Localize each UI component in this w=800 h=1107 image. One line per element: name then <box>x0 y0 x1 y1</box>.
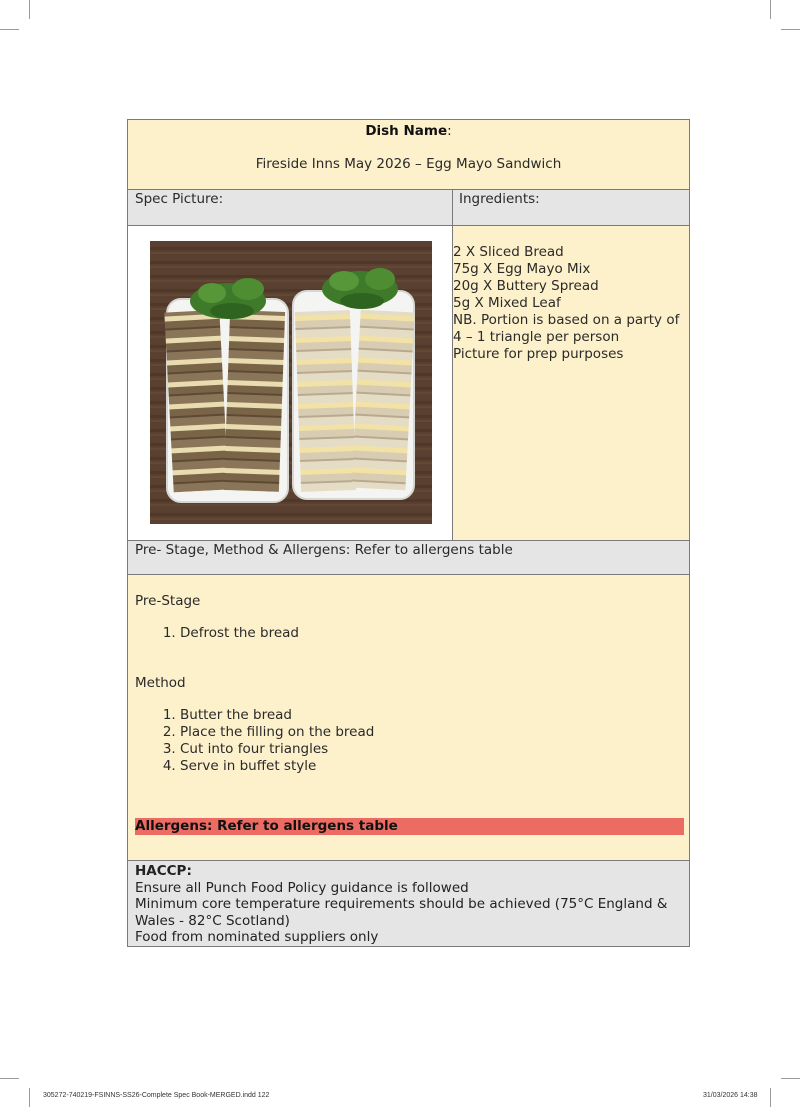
prestage-list <box>135 625 689 642</box>
method-title: Method <box>135 675 186 691</box>
footer-file-info: 305272-740219-FSINNS-SS26-Complete Spec Book-MERGED.indd 122 <box>43 1092 270 1099</box>
spec-picture-header: Spec Picture: <box>128 190 453 225</box>
crop-mark <box>781 1078 800 1079</box>
crop-mark <box>770 0 771 19</box>
list-item: 1. Defrost the bread <box>180 625 689 642</box>
allergens-banner: Allergens: Refer to allergens table <box>135 818 684 835</box>
prestage-title: Pre-Stage <box>135 593 201 609</box>
portion-note: NB. Portion is based on a party of 4 – 1 triangle per person <box>453 312 680 345</box>
dish-name-label: Dish Name: <box>365 123 452 139</box>
method-section <box>128 575 689 861</box>
method-list <box>135 707 689 775</box>
method-header: Pre- Stage, Method & Allergens: Refer to allergens table <box>128 541 689 575</box>
crop-mark <box>770 1088 771 1107</box>
crop-mark <box>0 29 19 30</box>
picture-note: Picture for prep purposes <box>453 346 624 362</box>
crop-mark <box>781 29 800 30</box>
ingredient-item: 75g X Egg Mayo Mix <box>453 261 591 277</box>
dish-name-section <box>128 120 689 190</box>
ingredients-cell <box>453 226 689 540</box>
picture-ingredients-row <box>128 226 689 541</box>
list-item: 4. Serve in buffet style <box>180 758 689 775</box>
haccp-line: Ensure all Punch Food Policy guidance is followed <box>135 879 469 896</box>
crop-mark <box>29 1088 30 1107</box>
haccp-line: Food from nominated suppliers only <box>135 929 379 945</box>
picture-ingredients-header <box>128 190 689 226</box>
ingredients-header: Ingredients: <box>459 191 540 207</box>
list-item: 1. Butter the bread <box>180 707 689 724</box>
ingredient-item: 2 X Sliced Bread <box>453 244 564 260</box>
dish-name: Fireside Inns May 2026 – Egg Mayo Sandwich <box>255 156 562 172</box>
haccp-title: HACCP: <box>135 863 192 879</box>
crop-mark <box>29 0 30 19</box>
crop-mark <box>0 1078 19 1079</box>
list-item: 2. Place the filling on the bread <box>180 724 689 741</box>
ingredient-item: 5g X Mixed Leaf <box>453 295 561 311</box>
footer-date: 31/03/2026 14:38 <box>703 1092 758 1099</box>
haccp-section <box>128 861 689 946</box>
list-item: 3. Cut into four triangles <box>180 741 689 758</box>
haccp-line: Minimum core temperature requirements should be achieved (75°C England & Wales - 82°C Scotland) <box>135 896 668 929</box>
spec-picture-cell <box>128 226 453 540</box>
spec-sheet <box>127 119 690 947</box>
sandwich-platter-photo <box>150 241 432 524</box>
ingredient-item: 20g X Buttery Spread <box>453 278 599 294</box>
